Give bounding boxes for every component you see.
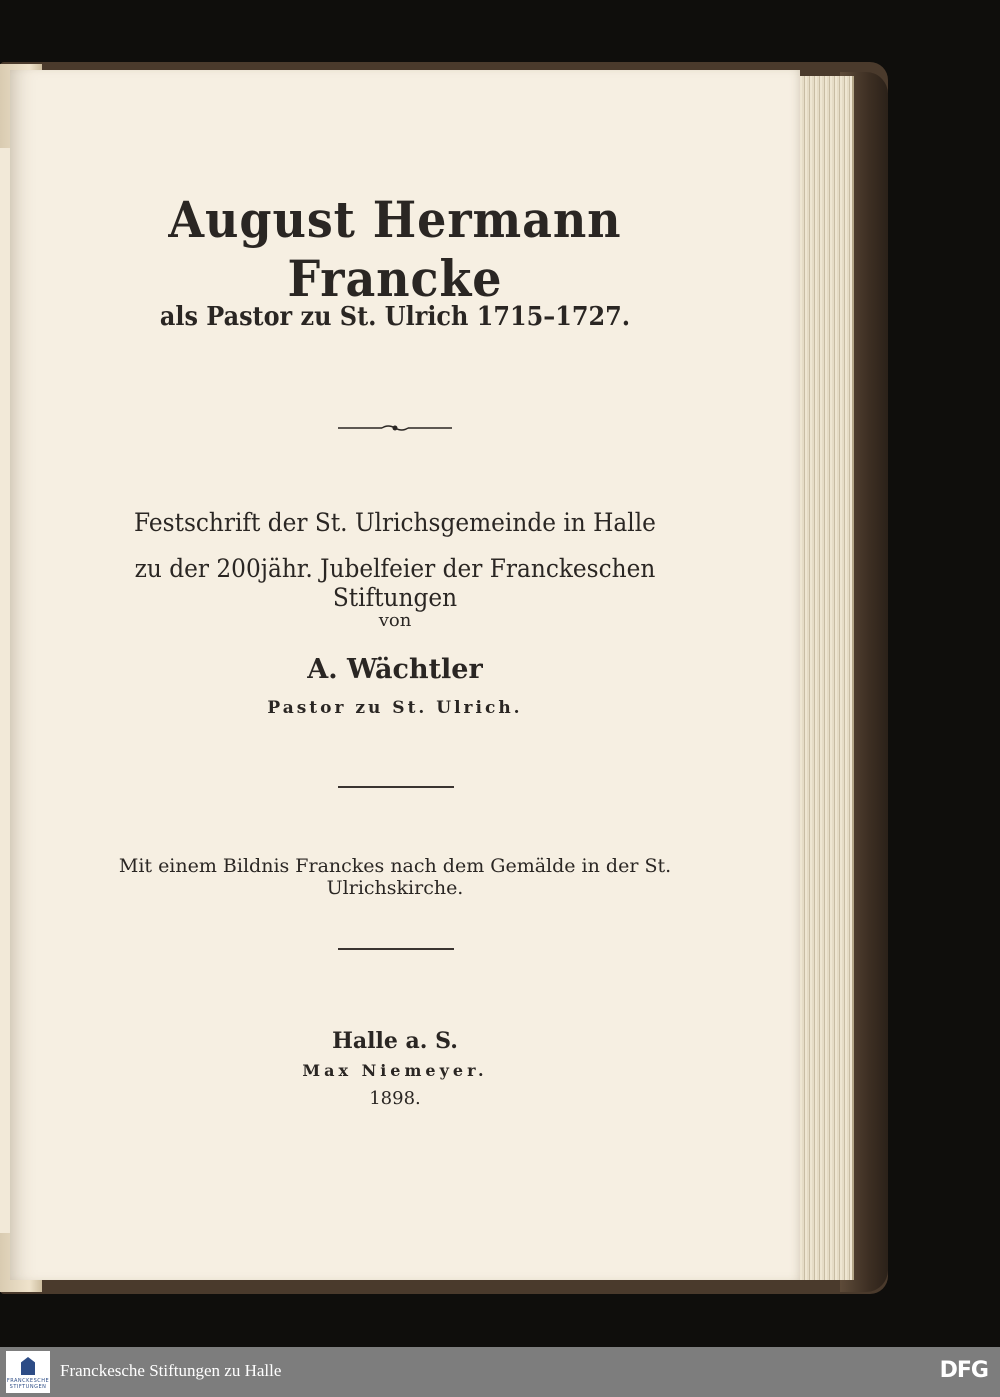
ornamental-divider-icon (338, 423, 452, 433)
portrait-note: Mit einem Bildnis Franckes nach dem Gemälde in der St. Ulrichskirche. (118, 855, 672, 899)
publication-year: 1898. (369, 1088, 421, 1109)
festschrift-line-2: zu der 200jähr. Jubelfeier der Franckeschen Stiftungen (134, 554, 656, 612)
footer-bar (0, 1347, 1000, 1397)
book-title: August Hermann Francke (168, 190, 622, 308)
dfg-logo[interactable]: DFG (939, 1358, 988, 1383)
franckesche-stiftungen-logo-icon[interactable] (6, 1351, 50, 1393)
divider-rule-1 (338, 786, 454, 788)
author-name: A. Wächtler (307, 654, 483, 685)
page-edges (792, 76, 854, 1280)
festschrift-line-1: Festschrift der St. Ulrichsgemeinde in Halle (134, 508, 656, 537)
logo-mark (21, 1357, 35, 1375)
publication-place: Halle a. S. (332, 1028, 458, 1054)
book-subtitle: als Pastor zu St. Ulrich 1715–1727. (159, 302, 631, 332)
logo-text: FRANCKESCHE STIFTUNGEN (6, 1378, 50, 1390)
von-text: von (378, 610, 412, 631)
footer-title[interactable]: Franckesche Stiftungen zu Halle (60, 1361, 282, 1380)
publisher: Max Niemeyer. (302, 1061, 488, 1080)
divider-rule-2 (338, 948, 454, 950)
author-role: Pastor zu St. Ulrich. (267, 698, 523, 718)
